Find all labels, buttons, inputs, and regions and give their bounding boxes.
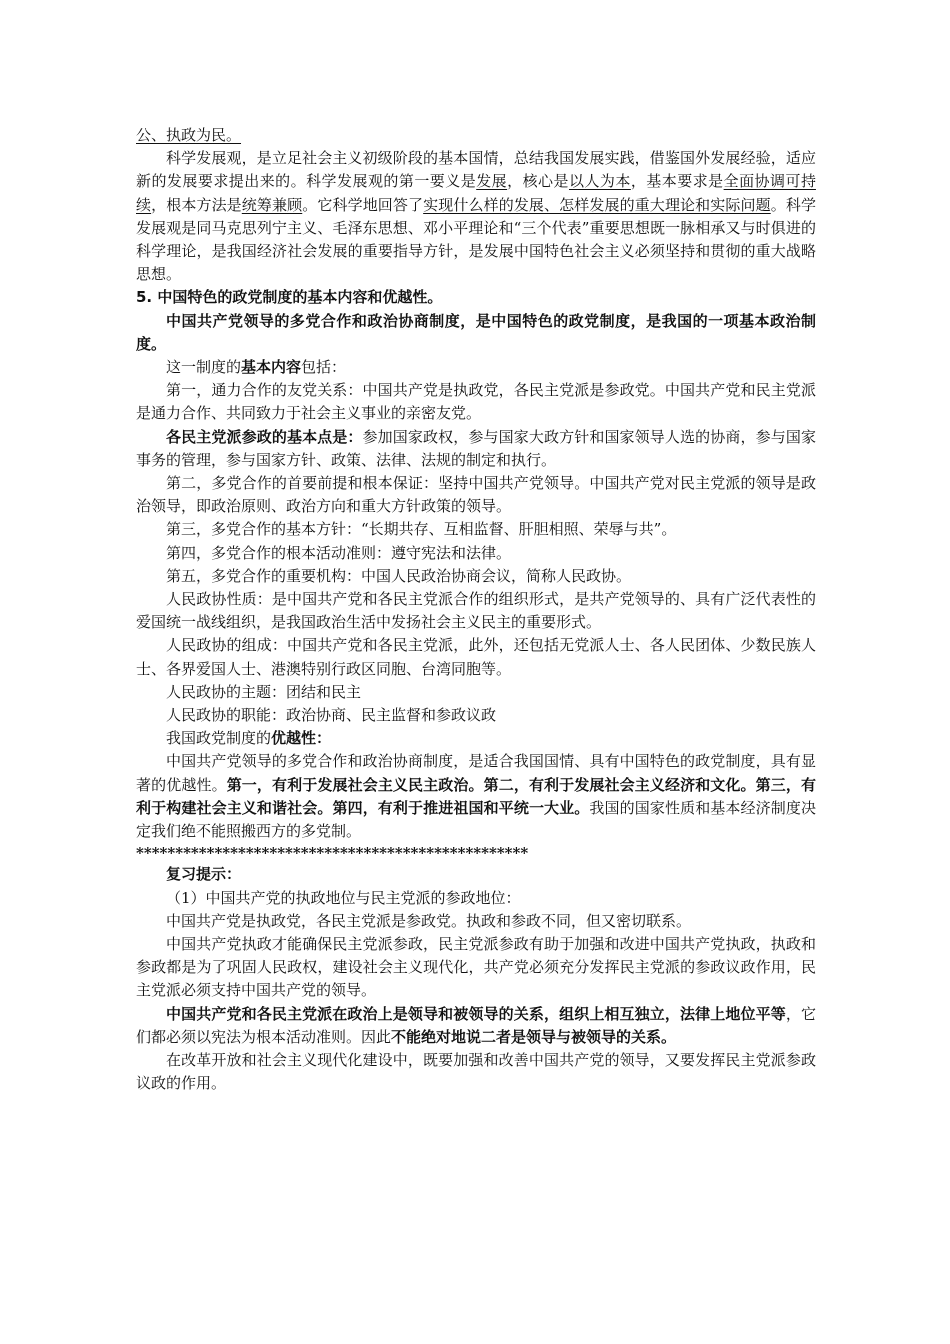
superiority-pre: 我国政党制度的 — [166, 729, 272, 748]
section-heading-5: 5. 中国特色的政党制度的基本内容和优越性。 — [136, 288, 443, 307]
sd-text-6: 。科学发展观是同马克思列宁主义、毛泽东思想、邓小平理论和“三个代表”重要思想既一脉相承又与时俱进的科学理论，是我国经济社会发展的重要指导方针，是发展中国特色社会主义必须坚持和贯彻的重大战略思想。 — [136, 195, 816, 284]
fourth-point: 第四，多党合作的根本活动准则：遵守宪法和法律。 — [166, 543, 512, 562]
sd-underline-5: 实现什么样的发展、怎样发展的重大理论和实际问题 — [423, 195, 771, 214]
content-bold: 基本内容 — [241, 358, 302, 377]
superiority-text-2: 我国的国家性质和基本经济制度决定我们绝不能照搬西方的多党制。 — [136, 798, 816, 841]
sd-underline-3: 全面协调可持续 — [136, 172, 816, 214]
review-paragraph-3 — [136, 1003, 816, 1049]
sd-underline-4: 统筹兼顾 — [241, 195, 303, 214]
fifth-point: 第五，多党合作的重要机构：中国人民政治协商会议，简称人民政协。 — [166, 566, 632, 585]
superiority-bold: 优越性： — [271, 729, 332, 748]
review-p3-bold-1: 中国共产党和各民主党派在政治上是领导和被领导的关系，组织上相互独立，法律上地位平等 — [166, 1004, 786, 1023]
review-paragraph-2: 中国共产党执政才能确保民主党派参政，民主党派参政有助于加强和改进中国共产党执政，执政和参政都是为了巩固人民政权，建设社会主义现代化，共产党必须充分发挥民主党派的参政议政作用，民主党派必须支持中国共产党的领导。 — [136, 934, 816, 1000]
cppcc-composition: 人民政协的组成：中国共产党和各民主党派，此外，还包括无党派人士、各人民团体、少数民族人士、各界爱国人士、港澳特别行政区同胞、台湾同胞等。 — [136, 636, 816, 678]
review-item-1: （1）中国共产党的执政地位与民主党派的参政地位： — [166, 888, 521, 907]
cppcc-nature: 人民政协性质：是中国共产党和各民主党派合作的组织形式，是共产党领导的、具有广泛代表性的爱国统一战线组织，是我国政治生活中发扬社会主义民主的重要形式。 — [136, 590, 816, 632]
first-point: 第一，通力合作的友党关系：中国共产党是执政党，各民主党派是参政党。中国共产党和民主党派是通力合作、共同致力于社会主义事业的亲密友党。 — [136, 381, 816, 423]
sd-underline-2: 以人为本 — [568, 172, 631, 191]
sd-text-1: 科学发展观，是立足社会主义初级阶段的基本国情，总结我国发展实践，借鉴国外发展经验，适应新的发展要求提出来的。科学发展观的第一要义是 — [136, 149, 816, 191]
second-point: 第二，多党合作的首要前提和根本保证：坚持中国共产党领导。中国共产党对民主党派的领导是政治领导，即政治原则、政治方向和重大方针政策的领导。 — [136, 474, 816, 516]
review-paragraph-1: 中国共产党是执政党，各民主党派是参政党。执政和参政不同，但又密切联系。 — [166, 911, 692, 930]
document-page — [136, 124, 816, 1095]
sd-underline-1: 发展 — [476, 172, 508, 191]
review-p3-bold-2: 不能绝对地说二者是领导与被领导的关系。 — [391, 1027, 677, 1046]
content-pre: 这一制度的 — [166, 358, 242, 377]
third-point: 第三，多党合作的基本方针：“长期共存、互相监督、肝胆相照、荣辱与共”。 — [166, 520, 677, 539]
participation-bold: 各民主党派参政的基本点是： — [166, 427, 363, 446]
superiority-heading — [136, 727, 816, 750]
sd-text-4: ，根本方法是 — [151, 195, 242, 214]
review-paragraph-4: 在改革开放和社会主义现代化建设中，既要加强和改善中国共产党的领导，又要发挥民主党派参政议政的作用。 — [136, 1050, 816, 1093]
sd-text-5: 。它科学地回答了 — [302, 195, 424, 214]
intro-tail-text: 公、执政为民。 — [136, 126, 242, 144]
basic-content-intro — [136, 356, 816, 379]
content-post: 包括： — [301, 358, 347, 377]
sd-text-3: ，基本要求是 — [630, 172, 724, 191]
participation-paragraph — [136, 426, 816, 472]
superiority-text-1: 中国共产党领导的多党合作和政治协商制度，是适合我国国情、具有中国特色的政党制度，具有显著的优越性。 — [136, 752, 816, 794]
participation-text: 参加国家政权，参与国家大政方针和国家领导人选的协商，参与国家事务的管理，参与国家方针、政策、法律、法规的制定和执行。 — [136, 427, 816, 469]
review-title: 复习提示： — [166, 865, 242, 884]
cppcc-theme: 人民政协的主题：团结和民主 — [166, 682, 362, 701]
superiority-bold-points: 第一，有利于发展社会主义民主政治。第二，有利于发展社会主义经济和文化。第三，有利于构建社会主义和谐社会。第四，有利于推进祖国和平统一大业。 — [136, 775, 816, 817]
superiority-paragraph — [136, 750, 816, 843]
star-divider: ************************************************** — [136, 844, 529, 863]
intro-tail — [136, 124, 816, 147]
review-p3-text: ，它们都必须以宪法为根本活动准则。因此 — [136, 1004, 816, 1046]
definition-paragraph: 中国共产党领导的多党合作和政治协商制度，是中国特色的政党制度，是我国的一项基本政治制度。 — [136, 311, 816, 353]
cppcc-functions: 人民政协的职能：政治协商、民主监督和参政议政 — [166, 706, 497, 725]
sd-text-2: ，核心是 — [507, 172, 569, 191]
scientific-development-paragraph — [136, 147, 816, 286]
